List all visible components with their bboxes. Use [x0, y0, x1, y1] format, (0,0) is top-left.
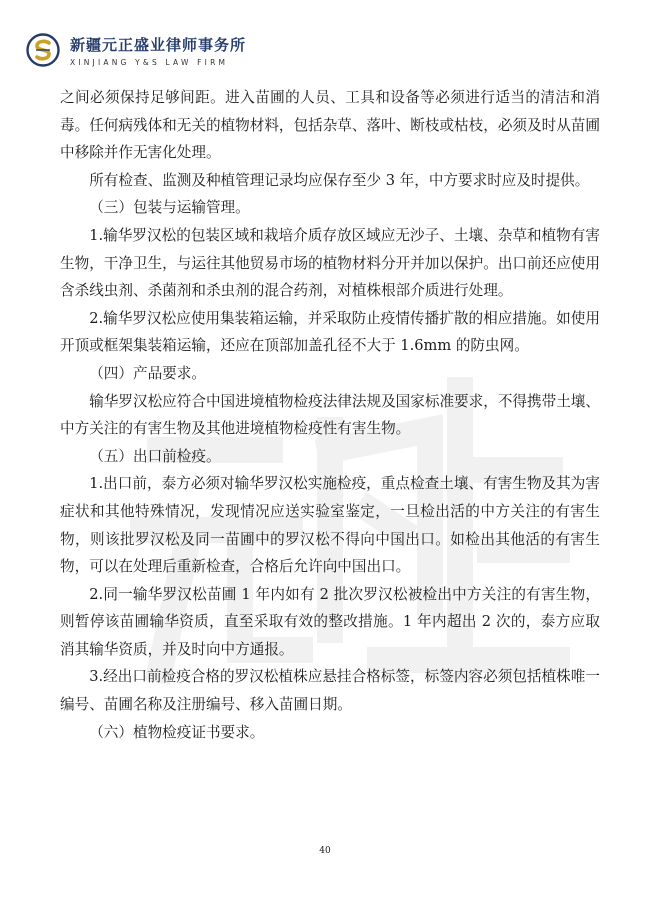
paragraph: 输华罗汉松应符合中国进境植物检疫法律法规及国家标准要求，不得携带土壤、中方关注的有害生物及其他进境植物检疫性有害生物。: [60, 392, 600, 438]
paragraph: 1.输华罗汉松的包装区域和栽培介质存放区域应无沙子、土壤、杂草和植物有害生物，干净卫生，与运往其他贸易市场的植物材料分开并加以保护。出口前还应使用含杀线虫剂、杀菌剂和杀虫剂的混合药剂，对植株根部介质进行处理。: [60, 226, 600, 300]
firm-name-en: XINJIANG Y&S LAW FIRM: [70, 57, 229, 67]
page-number: 40: [319, 846, 331, 856]
paragraph: 2.同一输华罗汉松苗圃 1 年内如有 2 批次罗汉松被检出中方关注的有害生物，则暂停该苗圃输华资质，直至采取有效的整改措施。1 年内超出 2 次的，泰方应取消其输华资质，并及时向中方通报。: [60, 585, 600, 658]
section-heading: （四）产品要求。: [89, 364, 206, 382]
paragraph: 所有检查、监测及种植管理记录均应保存至少 3 年，中方要求时应及时提供。: [89, 171, 590, 189]
firm-logo-icon: [26, 33, 60, 67]
firm-name-cn: 新疆元正盛业律师事务所: [70, 35, 247, 54]
section-heading: （三）包装与运输管理。: [89, 199, 250, 217]
section-heading: （五）出口前检疫。: [89, 447, 221, 465]
document-body: [60, 84, 600, 746]
paragraph: 2.输华罗汉松应使用集装箱运输，并采取防止疫情传播扩散的相应措施。如使用开顶或框架集装箱运输，还应在顶部加盖孔径不大于 1.6mm 的防虫网。: [60, 309, 600, 355]
paragraph: 3.经出口前检疫合格的罗汉松植株应悬挂合格标签，标签内容必须包括植株唯一编号、苗圃名称及注册编号、移入苗圃日期。: [60, 668, 600, 714]
paragraph: 1.出口前，泰方必须对输华罗汉松实施检疫，重点检查土壤、有害生物及其为害症状和其他特殊情况，发现情况应送实验室鉴定，一旦检出活的中方关注的有害生物，则该批罗汉松及同一苗圃中的罗汉松不得向中国出口。如检出其他活的有害生物，可以在处理后重新检查，合格后允许向中国出口。: [60, 475, 600, 576]
section-heading: （六）植物检疫证书要求。: [89, 723, 265, 741]
paragraph: 之间必须保持足够间距。进入苗圃的人员、工具和设备等必须进行适当的清洁和消毒。任何病残体和无关的植物材料，包括杂草、落叶、断枝或枯枝，必须及时从苗圃中移除并作无害化处理。: [60, 89, 600, 162]
brand-text: [70, 34, 246, 67]
letterhead: [26, 28, 246, 72]
